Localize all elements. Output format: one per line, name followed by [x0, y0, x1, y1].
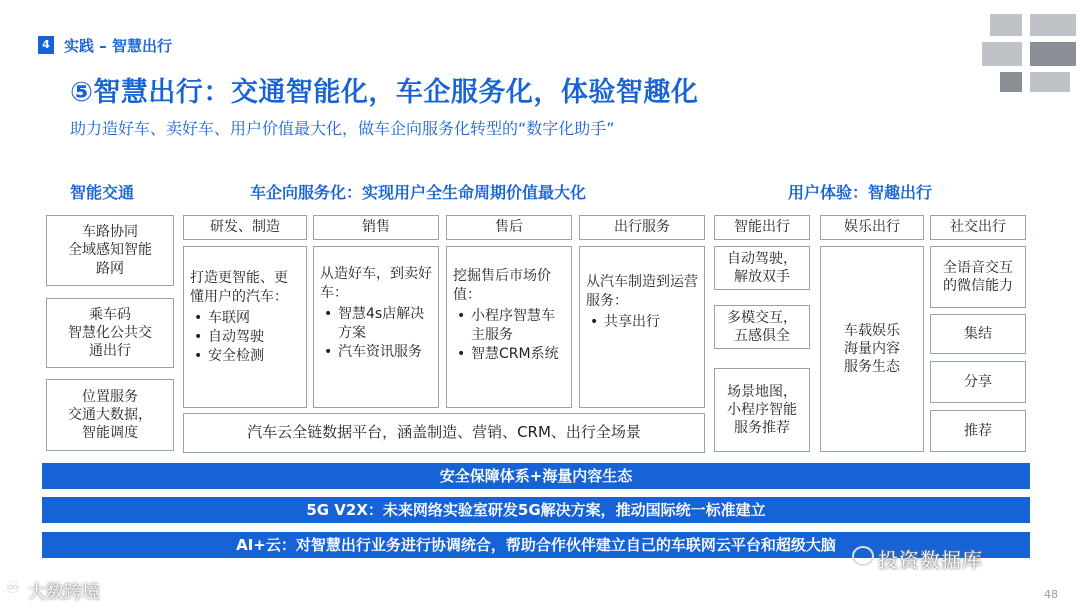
bar-ai-cloud: AI+云：对智慧出行业务进行协调统合，帮助合作伙伴建立自己的车联网云平台和超级大脑	[42, 532, 1030, 558]
list-item: • 智慧CRM系统	[453, 345, 565, 364]
section-number-badge: 4	[38, 36, 54, 54]
list-item: • 小程序智慧车主服务	[453, 307, 565, 345]
watermark-right: 投资数据库	[878, 548, 983, 572]
section-title: 实践 – 智慧出行	[64, 37, 172, 55]
after-sales-intro: 挖掘售后市场价值：	[453, 268, 551, 303]
bar-security: 安全保障体系+海量内容生态	[42, 463, 1030, 489]
list-item: • 共享出行	[586, 313, 698, 332]
smart-box-autodrive: 自动驾驶， 解放双手	[714, 246, 810, 290]
smart-box-multimodal: 多模交互， 五感俱全	[714, 305, 810, 349]
page-subtitle: 助力造好车、卖好车、用户价值最大化，做车企向服务化转型的“数字化助手”	[70, 119, 615, 138]
traffic-box-ride-code: 乘车码 智慧化公共交 通出行	[46, 298, 174, 368]
wechat-icon	[852, 546, 874, 566]
list-item: • 汽车资讯服务	[320, 343, 432, 362]
social-box-voice: 全语音交互 的微信能力	[930, 246, 1026, 308]
column-head-experience: 用户体验：智趣出行	[788, 183, 933, 202]
list-item: • 车联网	[190, 309, 300, 328]
smart-box-scene-map: 场景地图， 小程序智能 服务推荐	[714, 368, 810, 452]
tab-social-travel: 社交出行	[930, 215, 1026, 240]
list-item: • 自动驾驶	[190, 328, 300, 347]
traffic-box-location: 位置服务 交通大数据， 智能调度	[46, 379, 174, 451]
column-head-traffic: 智能交通	[70, 183, 135, 202]
column-head-enterprise: 车企向服务化：实现用户全生命周期价值最大化	[250, 183, 587, 202]
list-item: • 安全检测	[190, 347, 300, 366]
tab-sales: 销售	[313, 215, 439, 240]
social-box-gather: 集结	[930, 314, 1026, 354]
fun-box-entertainment: 车载娱乐 海量内容 服务生态	[820, 246, 924, 452]
page-number: 48	[1044, 588, 1058, 601]
tab-fun-travel: 娱乐出行	[820, 215, 924, 240]
traffic-box-v2x: 车路协同 全域感知智能 路网	[46, 215, 174, 286]
watermark-left: 大数跨境	[28, 582, 100, 603]
sales-content	[313, 246, 439, 408]
rd-content	[183, 246, 307, 408]
tab-rd-manufacturing: 研发、制造	[183, 215, 307, 240]
rd-intro: 打造更智能、更懂用户的汽车：	[190, 270, 288, 305]
bar-5g-v2x: 5G V2X：未来网络实验室研发5G解决方案，推动国际统一标准建立	[42, 497, 1030, 523]
after-sales-content	[446, 246, 572, 408]
page-title: ⑤智慧出行：交通智能化，车企服务化，体验智趣化	[70, 77, 699, 108]
travel-service-intro: 从汽车制造到运营服务：	[586, 274, 698, 309]
list-item: • 智慧4s店解决方案	[320, 305, 432, 343]
tab-after-sales: 售后	[446, 215, 572, 240]
tab-travel-service: 出行服务	[579, 215, 705, 240]
sales-intro: 从造好车，到卖好车：	[320, 266, 432, 301]
social-box-recommend: 推荐	[930, 410, 1026, 452]
data-platform: 汽车云全链数据平台，涵盖制造、营销、CRM、出行全场景	[183, 413, 705, 453]
tab-smart-travel: 智能出行	[714, 215, 810, 240]
social-box-share: 分享	[930, 361, 1026, 403]
travel-service-content	[579, 246, 705, 408]
logo-icon: ♾	[6, 578, 21, 597]
